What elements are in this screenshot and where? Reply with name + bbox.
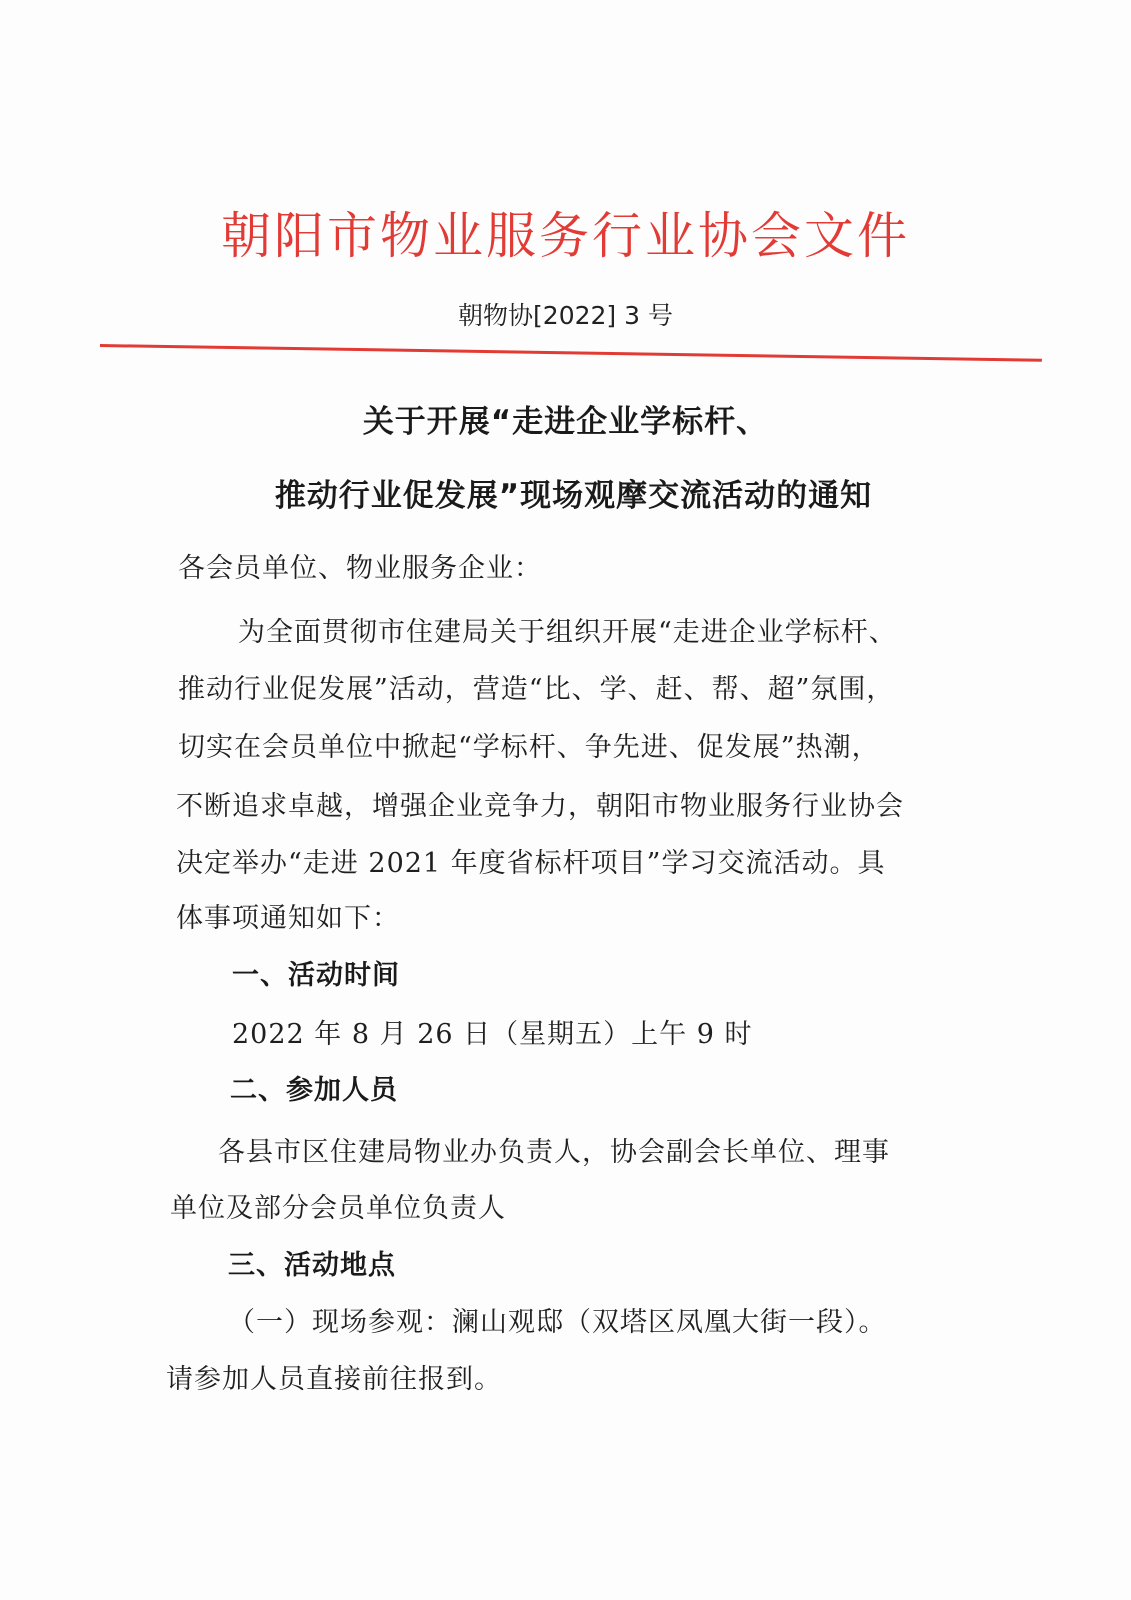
- section-heading-participants: 二、参加人员: [230, 1075, 398, 1106]
- document-number: 朝物协[2022] 3 号: [458, 301, 673, 330]
- intro-line-3: 切实在会员单位中掀起“学标杆、争先进、促发展”热潮，: [178, 732, 880, 763]
- red-divider-line: [100, 344, 1042, 362]
- intro-line-2: 推动行业促发展”活动，营造“比、学、赶、帮、超”氛围，: [178, 674, 895, 705]
- section-location-line-1: （一）现场参观：澜山观邸（双塔区凤凰大街一段）。: [228, 1307, 887, 1338]
- notice-subject-line-2: 推动行业促发展”现场观摩交流活动的通知: [274, 478, 873, 514]
- section-location-line-2: 请参加人员直接前往报到。: [166, 1364, 502, 1395]
- intro-line-5: 决定举办“走进 2021 年度省标杆项目”学习交流活动。具: [176, 848, 886, 879]
- notice-subject-line-1: 关于开展“走进企业学标杆、: [362, 404, 769, 440]
- section-participants-line-1: 各县市区住建局物业办负责人，协会副会长单位、理事: [218, 1137, 890, 1168]
- salutation: 各会员单位、物业服务企业：: [178, 553, 542, 584]
- intro-line-6: 体事项通知如下：: [176, 903, 400, 934]
- intro-line-1: 为全面贯彻市住建局关于组织开展“走进企业学标杆、: [238, 617, 897, 648]
- intro-line-4: 不断追求卓越，增强企业竞争力，朝阳市物业服务行业协会: [176, 791, 904, 822]
- org-document-title: 朝阳市物业服务行业协会文件: [221, 207, 910, 265]
- section-participants-line-2: 单位及部分会员单位负责人: [170, 1193, 506, 1224]
- section-heading-time: 一、活动时间: [232, 960, 400, 991]
- section-time-line-1: 2022 年 8 月 26 日（星期五）上午 9 时: [232, 1019, 753, 1050]
- section-heading-location: 三、活动地点: [228, 1250, 396, 1281]
